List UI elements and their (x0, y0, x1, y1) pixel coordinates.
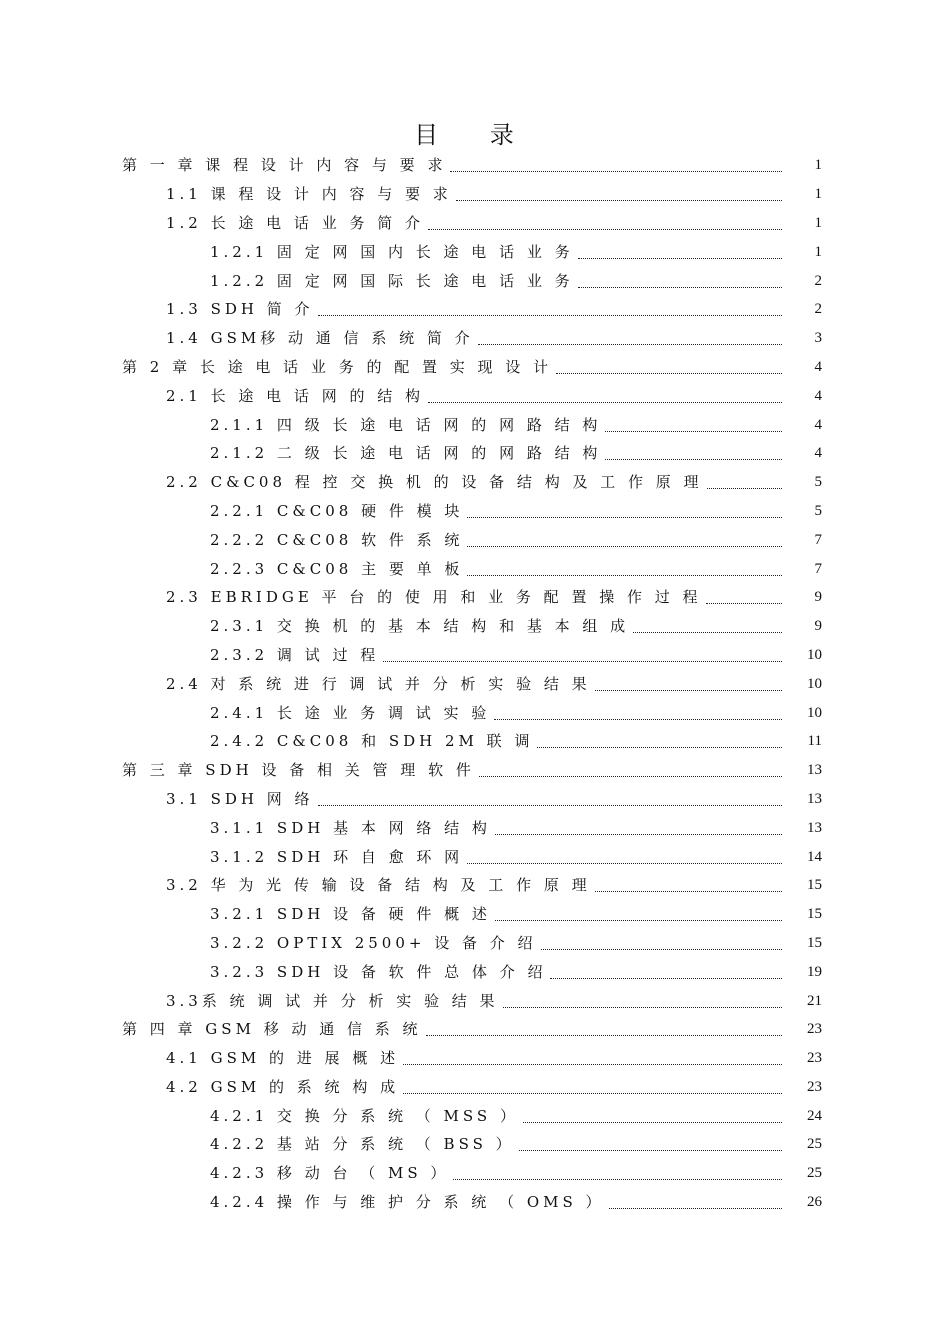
toc-page-number: 4 (814, 445, 822, 462)
toc-entry[interactable] (122, 324, 822, 353)
toc-entry[interactable] (122, 813, 822, 842)
toc-entry[interactable] (122, 1044, 822, 1073)
dot-leader (503, 1006, 782, 1008)
toc-entry[interactable] (122, 957, 822, 986)
toc-entry[interactable] (122, 727, 822, 756)
toc-page-number: 11 (807, 733, 822, 750)
dot-leader (578, 286, 782, 288)
dot-leader (537, 746, 782, 748)
dot-leader (495, 919, 782, 921)
toc-page-number: 14 (807, 848, 822, 865)
toc-entry-title: 3.1.1 SDH 基 本 网 络 结 构 (210, 818, 491, 837)
dot-leader (383, 660, 782, 662)
dot-leader (605, 458, 782, 460)
dot-leader (556, 372, 782, 374)
dot-leader (541, 948, 782, 950)
toc-entry[interactable] (122, 353, 822, 382)
toc-page-number: 10 (807, 646, 822, 663)
toc-entry-title: 2.4.2 C&C08 和 SDH 2M 联 调 (210, 732, 534, 751)
toc-entry-title: 2.1 长 途 电 话 网 的 结 构 (166, 386, 425, 405)
toc-page-number: 15 (807, 877, 822, 894)
toc-entry-title: 3.2.3 SDH 设 备 软 件 总 体 介 绍 (210, 962, 547, 981)
toc-entry[interactable] (122, 381, 822, 410)
toc-entry-title: 2.2.2 C&C08 软 件 系 统 (210, 530, 464, 549)
dot-leader (550, 977, 782, 979)
toc-entry-title: 3.2 华 为 光 传 输 设 备 结 构 及 工 作 原 理 (166, 876, 591, 895)
toc-entry[interactable] (122, 1073, 822, 1102)
toc-page-number: 1 (814, 186, 822, 203)
dot-leader (318, 314, 782, 316)
toc-entry-title: 2.4 对 系 统 进 行 调 试 并 分 析 实 验 结 果 (166, 674, 591, 693)
toc-entry-title: 3.2.2 OPTIX 2500+ 设 备 介 绍 (210, 933, 537, 952)
toc-entry-title: 1.2.1 固 定 网 国 内 长 途 电 话 业 务 (210, 242, 574, 261)
toc-entry-title: 2.3.1 交 换 机 的 基 本 结 构 和 基 本 组 成 (210, 617, 630, 636)
dot-leader (428, 401, 782, 403)
dot-leader (523, 1121, 782, 1123)
toc-page-number: 5 (814, 502, 822, 519)
dot-leader (479, 775, 782, 777)
dot-leader (578, 257, 782, 259)
toc-page-number: 2 (814, 301, 822, 318)
toc-entry-title: 第 一 章 课 程 设 计 内 容 与 要 求 (122, 156, 447, 175)
toc-title: 目 录 (414, 121, 536, 149)
toc-page-number: 4 (814, 387, 822, 404)
toc-entry[interactable] (122, 525, 822, 554)
toc-entry[interactable] (122, 554, 822, 583)
toc-entry[interactable] (122, 785, 822, 814)
toc-page-number: 13 (807, 790, 822, 807)
toc-entry[interactable] (122, 612, 822, 641)
dot-leader (456, 199, 782, 201)
toc-entry-title: 2.2 C&C08 程 控 交 换 机 的 设 备 结 构 及 工 作 原 理 (166, 473, 703, 492)
toc-entry[interactable] (122, 756, 822, 785)
toc-entry-title: 2.1.2 二 级 长 途 电 话 网 的 网 路 结 构 (210, 444, 602, 463)
toc-entry-title: 4.2.4 操 作 与 维 护 分 系 统 （ OMS ） (210, 1193, 605, 1212)
toc-entry-title: 4.1 GSM 的 进 展 概 述 (166, 1049, 400, 1068)
dot-leader (403, 1063, 782, 1065)
toc-entry[interactable] (122, 842, 822, 871)
dot-leader (426, 1034, 782, 1036)
dot-leader (428, 228, 782, 230)
toc-entry[interactable] (122, 209, 822, 238)
toc-entry[interactable] (122, 641, 822, 670)
toc-page-number: 25 (807, 1165, 822, 1182)
toc-page-number: 4 (814, 358, 822, 375)
toc-entry-title: 4.2.2 基 站 分 系 统 （ BSS ） (210, 1135, 515, 1154)
toc-entry-title: 2.3.2 调 试 过 程 (210, 645, 380, 664)
toc-page-number: 15 (807, 906, 822, 923)
toc-entry[interactable] (122, 929, 822, 958)
toc-entry[interactable] (122, 1130, 822, 1159)
dot-leader (519, 1149, 782, 1151)
toc-entry-title: 2.2.1 C&C08 硬 件 模 块 (210, 501, 464, 520)
toc-page-number: 1 (814, 157, 822, 174)
toc-entry[interactable] (122, 583, 822, 612)
dot-leader (609, 1207, 782, 1209)
toc-page-number: 13 (807, 762, 822, 779)
toc-entry-title: 2.3 EBRIDGE 平 台 的 使 用 和 业 务 配 置 操 作 过 程 (166, 588, 702, 607)
toc-page-number: 19 (807, 963, 822, 980)
toc-entry[interactable] (122, 871, 822, 900)
toc-page-number: 23 (807, 1021, 822, 1038)
toc-page-number: 25 (807, 1136, 822, 1153)
dot-leader (605, 430, 782, 432)
toc-entry-title: 2.4.1 长 途 业 务 调 试 实 验 (210, 703, 491, 722)
toc-page-number: 23 (807, 1050, 822, 1067)
toc-entry[interactable] (122, 468, 822, 497)
toc-entry[interactable] (122, 295, 822, 324)
dot-leader (467, 862, 782, 864)
toc-entry[interactable] (122, 1188, 822, 1217)
toc-page-number: 21 (807, 992, 822, 1009)
toc-page-number: 1 (814, 243, 822, 260)
dot-leader (467, 574, 782, 576)
toc-page-number: 3 (814, 330, 822, 347)
toc-entry[interactable] (122, 497, 822, 526)
toc-page-number: 9 (814, 618, 822, 635)
dot-leader (478, 343, 782, 345)
toc-page-number: 23 (807, 1078, 822, 1095)
toc-entry[interactable] (122, 698, 822, 727)
toc-entry[interactable] (122, 986, 822, 1015)
toc-entry-title: 1.1 课 程 设 计 内 容 与 要 求 (166, 185, 452, 204)
toc-page-number: 7 (814, 531, 822, 548)
dot-leader (595, 890, 782, 892)
toc-entry[interactable] (122, 410, 822, 439)
dot-leader (633, 631, 782, 633)
table-of-contents (122, 151, 822, 1216)
toc-entry-title: 3.1.2 SDH 环 自 愈 环 网 (210, 847, 464, 866)
toc-entry[interactable] (122, 1159, 822, 1188)
toc-page-number: 10 (807, 704, 822, 721)
toc-page-number: 7 (814, 560, 822, 577)
toc-page-number: 9 (814, 589, 822, 606)
toc-entry-title: 4.2.1 交 换 分 系 统 （ MSS ） (210, 1106, 519, 1125)
toc-entry[interactable] (122, 1015, 822, 1044)
toc-entry-title: 第 2 章 长 途 电 话 业 务 的 配 置 实 现 设 计 (122, 357, 553, 376)
toc-entry-title: 第 四 章 GSM 移 动 通 信 系 统 (122, 1020, 422, 1039)
dot-leader (706, 602, 782, 604)
toc-entry[interactable] (122, 1101, 822, 1130)
toc-entry-title: 2.2.3 C&C08 主 要 单 板 (210, 559, 464, 578)
toc-page-number: 4 (814, 416, 822, 433)
toc-entry[interactable] (122, 237, 822, 266)
toc-entry-title: 4.2 GSM 的 系 统 构 成 (166, 1077, 400, 1096)
toc-page-number: 26 (807, 1194, 822, 1211)
toc-entry-title: 1.2.2 固 定 网 国 际 长 途 电 话 业 务 (210, 271, 574, 290)
dot-leader (494, 718, 782, 720)
toc-entry-title: 3.2.1 SDH 设 备 硬 件 概 述 (210, 905, 491, 924)
toc-page-number: 2 (814, 272, 822, 289)
toc-page-number: 10 (807, 675, 822, 692)
dot-leader (467, 516, 782, 518)
toc-entry[interactable] (122, 266, 822, 295)
dot-leader (318, 804, 782, 806)
toc-entry[interactable] (122, 439, 822, 468)
toc-entry-title: 1.2 长 途 电 话 业 务 简 介 (166, 213, 425, 232)
toc-entry-title: 3.3系 统 调 试 并 分 析 实 验 结 果 (166, 991, 499, 1010)
dot-leader (595, 689, 782, 691)
toc-page-number: 5 (814, 474, 822, 491)
toc-entry-title: 3.1 SDH 网 络 (166, 789, 314, 808)
toc-entry[interactable] (122, 180, 822, 209)
dot-leader (467, 545, 782, 547)
dot-leader (403, 1092, 782, 1094)
toc-page-number: 24 (807, 1107, 822, 1124)
toc-entry-title: 第 三 章 SDH 设 备 相 关 管 理 软 件 (122, 761, 475, 780)
dot-leader (453, 1178, 782, 1180)
toc-entry-title: 2.1.1 四 级 长 途 电 话 网 的 网 路 结 构 (210, 415, 602, 434)
toc-entry[interactable] (122, 151, 822, 180)
toc-entry-title: 4.2.3 移 动 台 （ MS ） (210, 1164, 450, 1183)
toc-page-number: 13 (807, 819, 822, 836)
toc-page-number: 1 (814, 214, 822, 231)
toc-page-number: 15 (807, 934, 822, 951)
dot-leader (450, 170, 782, 172)
toc-entry-title: 1.4 GSM移 动 通 信 系 统 简 介 (166, 329, 474, 348)
toc-entry[interactable] (122, 900, 822, 929)
dot-leader (707, 487, 782, 489)
dot-leader (495, 833, 782, 835)
toc-entry-title: 1.3 SDH 简 介 (166, 300, 314, 319)
toc-entry[interactable] (122, 669, 822, 698)
